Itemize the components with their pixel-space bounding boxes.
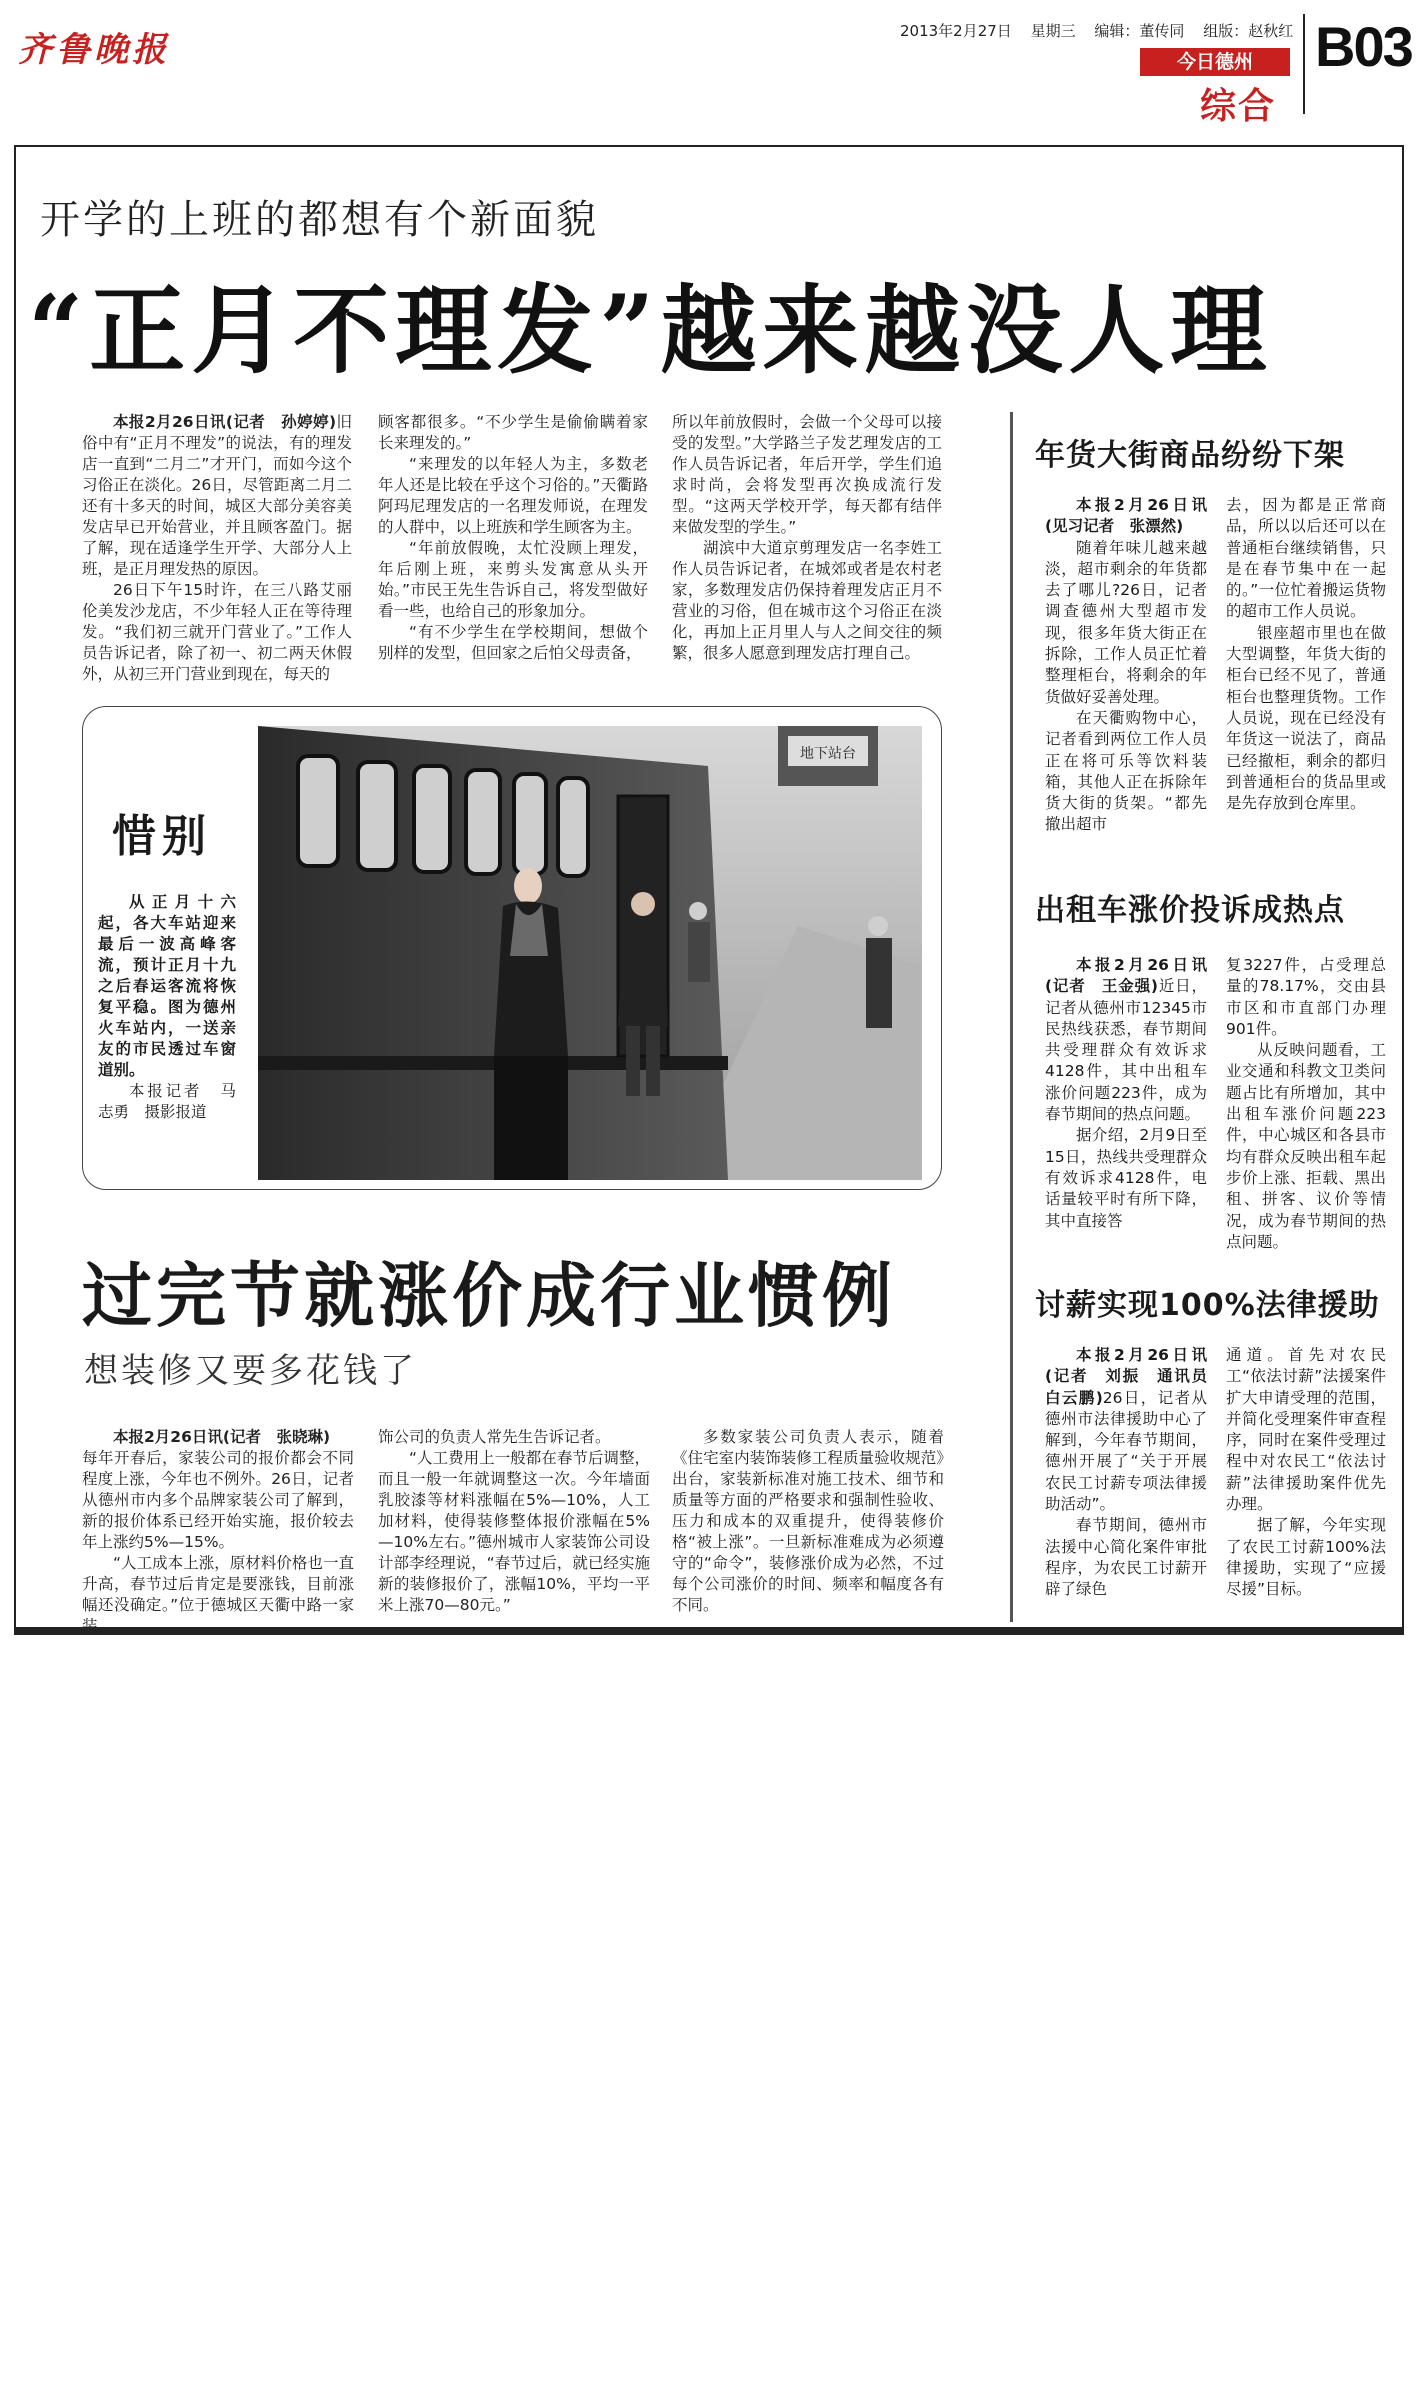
sidebar-story-a-paragraph: 在天衢购物中心，记者看到两位工作人员正在将可乐等饮料装箱，其他人正在拆除年货大街的货架。“都先撤出超市 [1045,708,1207,834]
photo-title: 惜别 [112,811,212,862]
story1-paragraph: 所以年前放假时，会做一个父母可以接受的发型。”大学路兰子发艺理发店的工作人员告诉记者，年后开学，学生们追求时尚，会将发型再次换成流行发型。“这两天学校开学，每天都有结伴来做发型的学生。” [672,413,942,536]
sidebar-story-b-byline: 本报2月26日讯(记者 王金强) [1045,956,1207,996]
story2-text: 每年开春后，家装公司的报价都会不同程度上涨，今年也不例外。26日，记者从德州市内多个品牌家装公司了解到，新的报价体系已经开始实施，报价较去年上涨约5%—15%。 [82,1449,354,1551]
section-name: 综合 [1200,86,1277,127]
story2-column-1 [82,1427,354,1635]
sidebar-story-b-text: 近日，记者从德州市12345市民热线获悉，春节期间共受理群众有效诉求4128件，其中出租车涨价问题223件，成为春节期间的热点问题。 [1045,977,1207,1124]
sidebar-story-a-paragraph: 银座超市里也在做大型调整，年货大街的柜台已经不见了，普通柜台也整理货物。工作人员说，现在已经没有年货这一说法了，商品已经撤柜，剩余的都归到普通柜台的货品里或是先存放到仓库里。 [1226,623,1386,813]
issue-date: 2013年2月27日 [900,22,1012,40]
story2-column-3 [672,1427,944,1622]
story1-paragraph: 湖滨中大道京剪理发店一名李姓工作人员告诉记者，在城郊或者是农村老家，多数理发店仍保持着理发店正月不营业的习俗，但在城市这个习俗正在淡化，再加上正月里人与人之间交往的频繁，很多人愿意到理发店打理自己。 [672,539,942,662]
layout-credit: 组版：赵秋红 [1203,22,1294,40]
sidebar-divider [1010,412,1013,1622]
sidebar-story-b-column-1 [1045,955,1207,1255]
sidebar-story-a-text: 随着年味儿越来越淡，超市剩余的年货都去了哪儿?26日，记者调查德州大型超市发现，很多年货大街正在拆除，工作人员正忙着整理柜台，将剩余的年货做好妥善处理。 [1045,538,1207,706]
story1-byline: 本报2月26日讯(记者 孙婷婷) [113,413,337,431]
sidebar-story-c-text: 26日，记者从德州市法律援助中心了解到，今年春节期间，德州开展了“关于开展农民工讨薪专项法律援助活动”。 [1045,1388,1207,1514]
story2-byline: 本报2月26日讯(记者 张晓琳) [113,1428,331,1446]
photo-caption-text: 从正月十六起，各大车站迎来最后一波高峰客流，预计正月十九之后春运客流将恢复平稳。图为德州火车站内，一送亲友的市民透过车窗道别。 [98,893,236,1079]
sidebar-story-b-text: 复3227件，占受理总量的78.17%，交由县市区和市直部门办理901件。 [1226,956,1386,1038]
sidebar-story-b-paragraph: 据介绍，2月9日至15日，热线共受理群众有效诉求4128件，电话量较平时有所下降，其中直接答 [1045,1126,1207,1230]
edition-tag: 今日德州 [1140,48,1290,76]
sidebar-story-c-column-1 [1045,1345,1223,1623]
sidebar-story-c-text: 通道。首先对农民工“依法讨薪”法援案件扩大申请受理的范围，并简化受理案件审查程序，同时在案件受理过程中对农民工“依法讨薪”法律援助案件优先办理。 [1226,1346,1386,1514]
sidebar-story-c-byline: 本报2月26日讯(记者 刘振 通讯员 白云鹏) [1045,1346,1223,1407]
sidebar-story-a-headline: 年货大街商品纷纷下架 [1035,438,1345,473]
masthead [0,0,1417,130]
sidebar-story-a-column-1 [1045,495,1207,855]
sidebar-story-c-column-2 [1226,1345,1386,1623]
newspaper-logo: 齐鲁晚报 [18,30,170,70]
sidebar-story-a-column-2 [1226,495,1386,855]
story1-paragraph: 26日下午15时许，在三八路艾丽伦美发沙龙店，不少年轻人正在等待理发。“我们初三就开门营业了。”工作人员告诉记者，除了初一、初二两天休假外，从初三开门营业到现在，每天的 [82,581,352,683]
divider [1303,14,1305,114]
photo-credit: 本报记者 马志勇 摄影报道 [98,1082,236,1121]
story2-kicker: 想装修又要多花钱了 [84,1351,417,1391]
story1-text: 旧俗中有“正月不理发”的说法，有的理发店一直到“二月二”才开门，而如今这个习俗正在淡化。26日，尽管距离二月二还有十多天的时间，城区大部分美容美发店早已开始营业，并且顾客盈门。据了解，现在适逢学生开学、大部分人上班，是正月理发热的原因。 [82,413,352,578]
story2-paragraph: 饰公司的负责人常先生告诉记者。 [378,1428,611,1446]
editor-credit: 编辑：董传同 [1094,22,1185,40]
story1-paragraph: 顾客都很多。“不少学生是偷偷瞒着家长来理发的。” [378,413,648,452]
train-station-photo [258,726,922,1180]
story1-paragraph: “来理发的以年轻人为主，多数老年人还是比较在乎这个习俗的。”天衢路阿玛尼理发店的一名理发师说，在理发的人群中，以上班族和学生顾客为主。 [378,455,648,536]
story2-paragraph: 多数家装公司负责人表示，随着《住宅室内装饰装修工程质量验收规范》出台，家装新标准对施工技术、细节和质量等方面的严格要求和强制性验收、压力和成本的双重提升，使得装修价格“被上涨”。一旦新标准难成为必须遵守的“命令”，装修涨价成为必然，不过每个公司涨价的时间、频率和幅度各有不同。 [672,1428,944,1614]
story2-paragraph: “人工费用上一般都在春节后调整，而且一般一年就调整这一次。今年墙面乳胶漆等材料涨幅在5%—10%，人工加材料，使得装修整体报价涨幅在5%—10%左右。”德州城市人家装饰公司设计部李经理说，“春节过后，就已经实施新的装修报价了，涨幅10%，平均一平米上涨70—80元。” [378,1449,650,1614]
platform-sign: 地下站台 [800,746,856,762]
photo-caption [98,892,236,1123]
page-number: B03 [1315,15,1412,78]
story1-paragraph: “有不少学生在学校期间，想做个别样的发型，但回家之后怕父母责备， [378,623,648,662]
story1-kicker: 开学的上班的都想有个新面貌 [40,197,599,243]
story2-paragraph: “人工成本上涨，原材料价格也一直升高，春节过后肯定是要涨钱，目前涨幅还没确定。”位于德城区天衢中路一家装 [82,1554,354,1635]
story1-column-3 [672,412,942,687]
photo-illustration [258,726,922,1180]
sidebar-story-c-paragraph: 据了解，今年实现了农民工讨薪100%法律援助，实现了“应援尽援”目标。 [1226,1516,1386,1599]
sidebar-story-a-byline: 本报2月26日讯(见习记者 张漂然) [1045,496,1207,536]
issue-meta [900,20,1307,41]
story1-column-1 [82,412,352,687]
sidebar-story-c-headline: 讨薪实现100%法律援助 [1035,1288,1380,1323]
issue-weekday: 星期三 [1030,22,1076,40]
story1-headline: “正月不理发”越来越没人理 [28,274,1273,387]
sidebar-story-b-column-2 [1226,955,1386,1255]
story2-headline: 过完节就涨价成行业惯例 [82,1254,896,1337]
story2-column-2 [378,1427,650,1622]
story1-column-2 [378,412,648,687]
sidebar-story-a-text: 去，因为都是正常商品，所以以后还可以在普通柜台继续销售，只是在春节集中在一起的。”一位忙着搬运货物的超市工作人员说。 [1226,496,1386,621]
sidebar-story-b-headline: 出租车涨价投诉成热点 [1035,893,1345,928]
sidebar-story-c-paragraph: 春节期间，德州市法援中心简化案件审批程序，为农民工讨薪开辟了绿色 [1045,1516,1207,1599]
sidebar-story-b-paragraph: 从反映问题看，工业交通和科教文卫类问题占比有所增加，其中出租车涨价问题223件，中心城区和各县市均有群众反映出租车起步价上涨、拒载、黑出租、拼客、议价等情况，成为春节期间的热点问题。 [1226,1041,1386,1251]
story1-paragraph: “年前放假晚，太忙没顾上理发，年后刚上班，来剪头发寓意从头开始。”市民王先生告诉自己，将发型做好看一些，也给自己的形象加分。 [378,539,648,620]
